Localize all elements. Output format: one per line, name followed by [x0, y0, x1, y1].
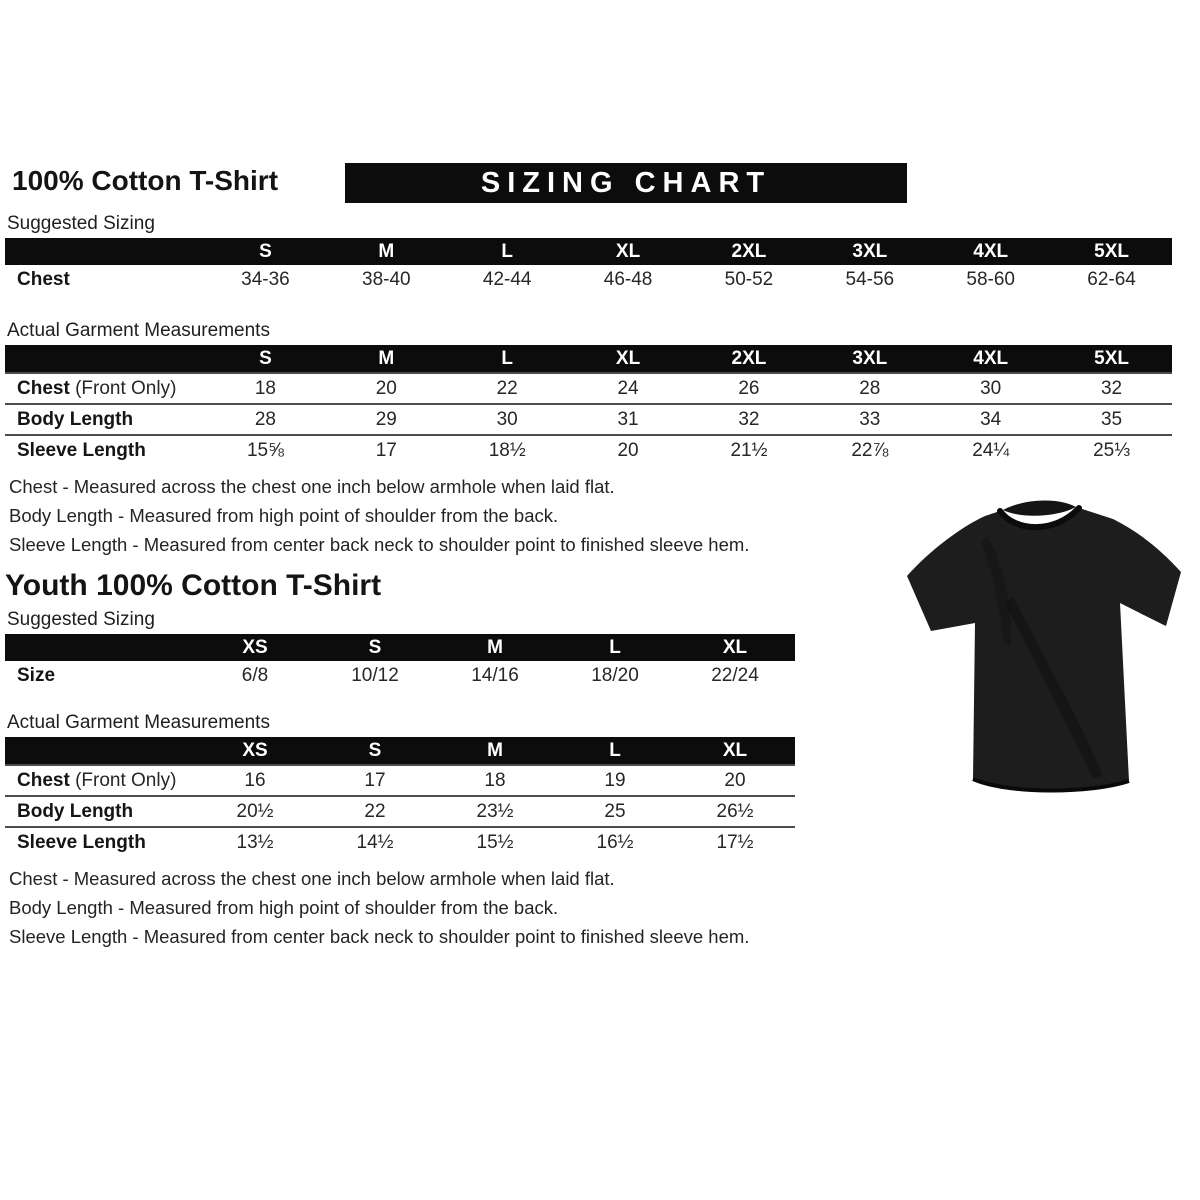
column-header: XL [675, 737, 795, 765]
cell: 46-48 [603, 268, 653, 290]
column-header: M [435, 737, 555, 765]
cell: 28 [205, 404, 326, 435]
header-spacer-cell [5, 238, 205, 265]
row-label-suffix: (Front Only) [69, 769, 177, 791]
cell: 20½ [195, 796, 315, 827]
table-header-row [5, 238, 1172, 265]
youth-section-title: Youth 100% Cotton T-Shirt [5, 569, 382, 602]
cell: 17½ [675, 827, 795, 857]
cell: 22/24 [711, 664, 759, 686]
note-sleeve-length: Sleeve Length - Measured from center back neck to shoulder point to finished sleeve hem. [9, 534, 750, 555]
column-header: 2XL [689, 345, 810, 373]
row-label-text: Chest [17, 377, 70, 399]
adult-suggested-sizing-label: Suggested Sizing [7, 213, 155, 234]
column-header: XL [568, 238, 689, 265]
table-row [5, 265, 1172, 294]
cell: 19 [555, 765, 675, 796]
table-row-body-length [5, 796, 795, 827]
tshirt-graphic [893, 476, 1195, 810]
cell: 54-56 [845, 268, 895, 290]
adult-actual-measurements-table [5, 345, 1172, 465]
cell: 31 [568, 404, 689, 435]
cell: 32 [689, 404, 810, 435]
column-header: 4XL [930, 345, 1051, 373]
column-header: XS [195, 634, 315, 661]
header-spacer-cell [5, 737, 195, 765]
column-header: 2XL [689, 238, 810, 265]
row-label-suffix: (Front Only) [69, 377, 177, 399]
cell: 21½ [689, 435, 810, 465]
column-header: S [315, 634, 435, 661]
cell: 38-40 [362, 268, 411, 290]
cell: 14/16 [471, 664, 519, 686]
black-tshirt-image [893, 476, 1195, 810]
adult-actual-measurements-label: Actual Garment Measurements [7, 320, 270, 341]
column-header: L [555, 737, 675, 765]
table-row-chest [5, 373, 1172, 404]
row-label-text: Body Length [17, 408, 134, 430]
cell: 29 [326, 404, 447, 435]
cell: 26 [689, 373, 810, 404]
cell: 34-36 [241, 268, 290, 290]
column-header: XS [195, 737, 315, 765]
row-label [5, 435, 205, 465]
column-header: 4XL [930, 238, 1051, 265]
cell: 17 [315, 765, 435, 796]
note-body-length: Body Length - Measured from high point of shoulder from the back. [9, 505, 559, 526]
row-label [5, 765, 195, 796]
cell: 15½ [435, 827, 555, 857]
cell: 23½ [435, 796, 555, 827]
cell: 13½ [195, 827, 315, 857]
cell: 50-52 [724, 268, 774, 290]
column-header: L [447, 238, 568, 265]
column-header: 5XL [1051, 345, 1172, 373]
row-label-text: Size [17, 664, 56, 686]
cell: 22 [315, 796, 435, 827]
cell: 25 [555, 796, 675, 827]
cell: 26½ [675, 796, 795, 827]
cell: 62-64 [1087, 268, 1136, 290]
youth-suggested-sizing-table [5, 634, 795, 690]
cell: 18 [435, 765, 555, 796]
youth-suggested-sizing-label: Suggested Sizing [7, 609, 155, 630]
cell: 34 [930, 404, 1051, 435]
cell: 32 [1051, 373, 1172, 404]
row-label-text: Chest [17, 268, 70, 290]
cell: 24 [568, 373, 689, 404]
table-row-chest [5, 765, 795, 796]
youth-actual-measurements-label: Actual Garment Measurements [7, 712, 270, 733]
column-header: S [205, 238, 326, 265]
row-label [5, 373, 205, 404]
cell: 30 [930, 373, 1051, 404]
note-body-length: Body Length - Measured from high point of shoulder from the back. [9, 897, 559, 918]
note-chest: Chest - Measured across the chest one inch below armhole when laid flat. [9, 476, 615, 497]
cell: 14½ [315, 827, 435, 857]
cell: 22 [447, 373, 568, 404]
column-header: XL [675, 634, 795, 661]
sizing-chart-banner: SIZING CHART [345, 163, 907, 203]
row-label [5, 404, 205, 435]
header-bar [5, 163, 1195, 205]
row-label [5, 827, 195, 857]
cell: 28 [809, 373, 930, 404]
table-header-row [5, 634, 795, 661]
cell: 6/8 [241, 664, 269, 686]
table-header-row [5, 737, 795, 765]
column-header: 3XL [809, 345, 930, 373]
cell: 20 [326, 373, 447, 404]
cell: 33 [809, 404, 930, 435]
row-label-text: Body Length [17, 800, 134, 822]
header-spacer-cell [5, 345, 205, 373]
table-row-sleeve-length [5, 827, 795, 857]
table-row-size [5, 661, 795, 690]
cell: 22⅞ [809, 435, 930, 465]
column-header: XL [568, 345, 689, 373]
column-header: M [435, 634, 555, 661]
youth-actual-measurements-table [5, 737, 795, 857]
note-sleeve-length: Sleeve Length - Measured from center back neck to shoulder point to finished sleeve hem. [9, 926, 750, 947]
page-title: 100% Cotton T-Shirt [12, 165, 279, 196]
cell: 10/12 [351, 664, 399, 686]
row-label-text: Chest [17, 769, 70, 791]
cell: 18½ [447, 435, 568, 465]
cell: 20 [675, 765, 795, 796]
row-label [5, 661, 195, 690]
cell: 24¼ [930, 435, 1051, 465]
note-chest: Chest - Measured across the chest one inch below armhole when laid flat. [9, 868, 615, 889]
cell: 15⅝ [205, 435, 326, 465]
cell: 16½ [555, 827, 675, 857]
row-label [5, 796, 195, 827]
column-header: S [205, 345, 326, 373]
cell: 18/20 [591, 664, 639, 686]
adult-suggested-sizing-table [5, 238, 1172, 294]
table-row-body-length [5, 404, 1172, 435]
header-spacer-cell [5, 634, 195, 661]
column-header: 5XL [1051, 238, 1172, 265]
cell: 25⅓ [1051, 435, 1172, 465]
cell: 16 [195, 765, 315, 796]
column-header: L [555, 634, 675, 661]
table-row-sleeve-length [5, 435, 1172, 465]
cell: 35 [1051, 404, 1172, 435]
table-header-row [5, 345, 1172, 373]
youth-measurement-notes [5, 869, 1195, 947]
cell: 20 [568, 435, 689, 465]
row-label-text: Sleeve Length [17, 831, 146, 853]
cell: 42-44 [482, 268, 532, 290]
cell: 58-60 [966, 268, 1015, 290]
cell: 30 [447, 404, 568, 435]
row-label [5, 265, 205, 294]
column-header: M [326, 238, 447, 265]
column-header: 3XL [809, 238, 930, 265]
column-header: S [315, 737, 435, 765]
cell: 17 [326, 435, 447, 465]
row-label-text: Sleeve Length [17, 439, 146, 461]
column-header: L [447, 345, 568, 373]
cell: 18 [205, 373, 326, 404]
column-header: M [326, 345, 447, 373]
